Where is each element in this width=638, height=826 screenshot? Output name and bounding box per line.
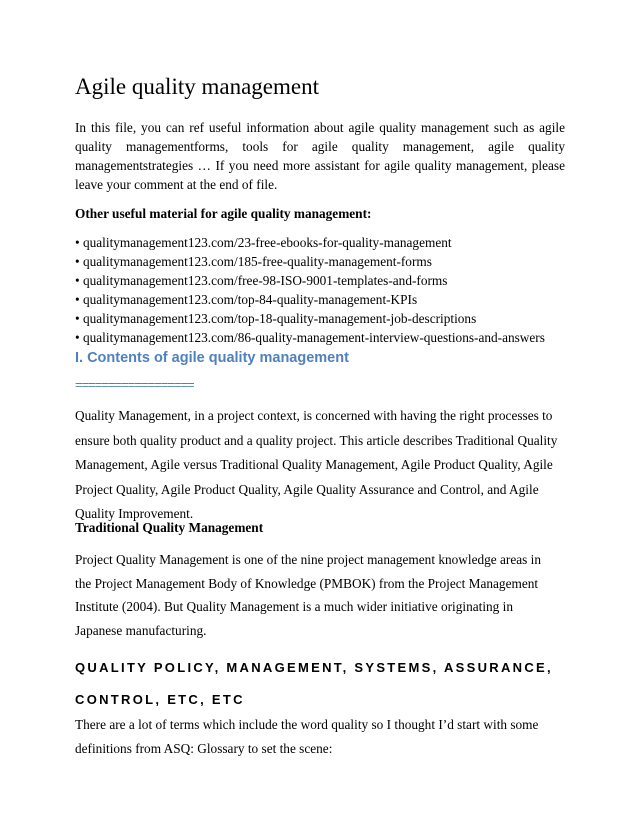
resource-link-list xyxy=(75,233,545,347)
document-title: Agile quality management xyxy=(75,74,319,99)
resource-link[interactable]: • qualitymanagement123.com/top-18-quality-management-job-descriptions xyxy=(75,311,477,326)
resource-link[interactable]: • qualitymanagement123.com/185-free-quality-management-forms xyxy=(75,254,432,269)
intro-paragraph: In this file, you can ref useful information about agile quality management such as agile quality managementforms, tools for agile quality management, agile quality managementstrategies … If you need more assistant for agile quality management, please leave your comment at the end of file. xyxy=(75,120,565,192)
separator-line: ================== xyxy=(75,377,194,392)
quality-policy-heading-line-1: QUALITY POLICY, MANAGEMENT, SYSTEMS, ASSURANCE, xyxy=(75,660,553,675)
quality-management-paragraph: Quality Management, in a project context, is concerned with having the right processes to ensure both quality product and a quality project. This article describes Traditional Quality Management, Agile versus Traditional Quality Management, Agile Product Quality, Agile Project Quality, Agile Product Quality, Agile Quality Assurance and Control, and Agile Quality Improvement. xyxy=(75,408,558,521)
definitions-paragraph: There are a lot of terms which include the word quality so I thought I’d start with some definitions from ASQ: Glossary to set the scene: xyxy=(75,717,539,756)
section-heading-contents: I. Contents of agile quality management xyxy=(75,350,349,366)
quality-policy-heading-line-2: CONTROL, ETC, ETC xyxy=(75,692,245,707)
resource-link[interactable]: • qualitymanagement123.com/86-quality-management-interview-questions-and-answers xyxy=(75,330,545,345)
traditional-quality-paragraph: Project Quality Management is one of the nine project management knowledge areas in the Project Management Body of Knowledge (PMBOK) from the Project Management Institute (2004). But Quality Management is a much wider initiative originating in Japanese manufacturing. xyxy=(75,552,541,638)
traditional-quality-heading: Traditional Quality Management xyxy=(75,520,264,535)
resource-link[interactable]: • qualitymanagement123.com/23-free-ebooks-for-quality-management xyxy=(75,235,452,250)
resource-link[interactable]: • qualitymanagement123.com/free-98-ISO-9001-templates-and-forms xyxy=(75,273,448,288)
other-material-heading: Other useful material for agile quality management: xyxy=(75,206,372,221)
resource-link[interactable]: • qualitymanagement123.com/top-84-quality-management-KPIs xyxy=(75,292,418,307)
